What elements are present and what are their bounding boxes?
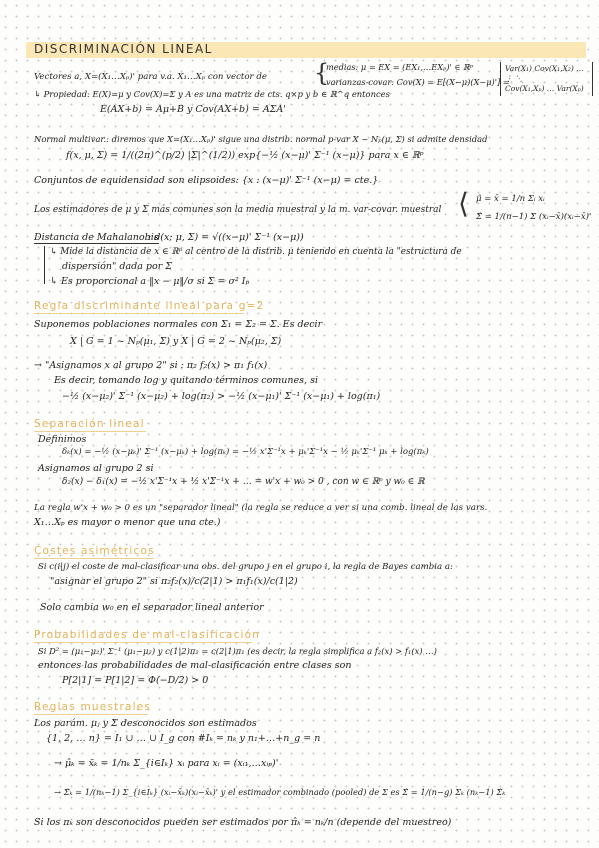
probabilidades-line-3: P[2|1] = P[1|2] = Φ(−D/2) > 0 — [62, 675, 209, 686]
distancia-heading: Distancia de Mahalanobis — [34, 232, 159, 243]
section-heading-separacion: Separación lineal — [34, 418, 145, 430]
estimador-sigma: Σ̂ = 1/(n−1) Σ (xᵢ−x̄)(xᵢ−x̄)' — [476, 212, 592, 222]
varianzas-line: varianzas-covar: Cov(X) = E[(X−μ)(X−μ)'] = — [326, 77, 510, 87]
separacion-line-2: δₖ(x) = −½ (x−μₖ)' Σ⁻¹ (x−μₖ) + log(πₖ) = −½ x'Σ⁻¹x + μₖ'Σ⁻¹x − ½ μₖ'Σ⁻¹ μₖ + log(πₖ) — [62, 447, 429, 457]
regla-line-5: −½ (x−μ₂)' Σ⁻¹ (x−μ₂) + log(π₂) > −½ (x−μ₁)' Σ⁻¹ (x−μ₁) + log(π₁) — [62, 391, 381, 402]
regla-line-2: X | G = 1 ~ Nₚ(μ₁, Σ) y X | G = 2 ~ Nₚ(μ₂, Σ) — [70, 336, 282, 347]
muestrales-line-2: {1, 2, … n} = I₁ ∪ … ∪ I_g con #Iₖ = nₖ y n₁+…+n_g = n — [46, 733, 321, 744]
mide-line: ↳ Mide la distancia de x ∈ ℝᵖ al centro de la distrib. μ teniendo en cuenta la "estructura de — [50, 247, 462, 257]
regla-line-4: Es decir, tomando log y quitando términos comunes, si — [54, 375, 318, 386]
normal-line: Normal multivar.: diremos que X=(X₁…Xₚ)' sigue una distrib. normal p-var X ~ Nₚ(μ, Σ) si admite densidad — [34, 134, 488, 144]
separacion-line-4: δ₂(x) − δ₁(x) = −½ x'Σ⁻¹x + ½ x'Σ⁻¹x + … = w'x + w₀ > 0 , con w ∈ ℝᵖ y w₀ ∈ ℝ — [62, 477, 425, 487]
propiedad-formula: E(AX+b) = Aμ+B y Cov(AX+b) = AΣA' — [100, 104, 286, 115]
covariance-matrix — [500, 62, 593, 96]
section-heading-probabilidades: Probabilidades de mal-clasificación — [34, 629, 261, 641]
muestrales-line-5: Si los πₖ son desconocidos pueden ser estimados por π̂ₖ = nₖ/n (depende del muestreo) — [34, 817, 452, 828]
conjuntos-line: Conjuntos de equidensidad son elipsoides: {x : (x−μ)' Σ⁻¹ (x−μ) = cte.} — [34, 175, 379, 186]
separacion-line-5: La regla w'x + w₀ > 0 es un "separador lineal" (la regla se reduce a ver si una comb. lineal de las vars. — [34, 503, 488, 513]
brace: ⟨ — [458, 187, 469, 220]
page-title: DISCRIMINACIÓN LINEAL — [34, 42, 213, 56]
medias-line: medias: μ = EX = (EX₁,…EXₚ)' ∈ ℝᵖ — [326, 62, 474, 72]
costes-line-2: "asignar el grupo 2" si π₂f₂(x)/c(2|1) > π₁f₁(x)/c(1|2) — [50, 576, 298, 587]
separacion-line-6: X₁…Xₚ es mayor o menor que una cte.) — [34, 517, 221, 528]
distancia-formula: : d(x; μ, Σ) = √((x−μ)' Σ⁻¹ (x−μ)) — [148, 232, 304, 243]
separacion-line-1: Definimos — [38, 434, 87, 445]
estimadores-line: Los estimadores de μ y Σ más comunes son la media muestral y la m. var-covar. muestral — [34, 205, 442, 215]
heading-underline — [34, 431, 146, 432]
heading-underline — [34, 714, 148, 715]
separacion-line-3: Asignamos al grupo 2 si — [38, 463, 154, 474]
mide-line-2: dispersión" dada por Σ — [62, 261, 172, 272]
costes-line-1: Si c(i|j) el coste de mal-clasificar una obs. del grupo j en el grupo i, la regla de Bayes cambia a: — [38, 562, 453, 572]
heading-underline — [34, 313, 244, 314]
propiedad-line: ↳ Propiedad: E(X)=μ y Cov(X)=Σ y A es una matriz de cts. q×p y b ∈ ℝ^q entonces — [34, 89, 390, 99]
probabilidades-line-2: entonces las probabilidades de mal-clasificación entre clases son — [38, 660, 352, 671]
section-heading-muestrales: Reglas muestrales — [34, 701, 152, 713]
proporcional-line: ↳ Es proporcional a ‖x − μ‖/σ si Σ = σ² Iₚ — [50, 276, 250, 287]
regla-line-1: Suponemos poblaciones normales con Σ₁ = Σ₂ = Σ. Es decir — [34, 319, 323, 330]
brace: { — [314, 59, 330, 87]
muestrales-line-3: → μ̂ₖ = x̄ₖ = 1/nₖ Σ_{i∈Iₖ} xᵢ para xᵢ = (xᵢ₁,…xᵢₚ)' — [54, 758, 279, 769]
muestrales-line-4: → Σ̂ₖ = 1/(nₖ−1) Σ_{i∈Iₖ} (xᵢ−x̄ₖ)(xᵢ−x̄ₖ)' y el estimador combinado (pooled) de Σ es Σ̂ = 1/(n−g) Σₖ (nₖ−1) Σ̂ₖ — [54, 787, 506, 797]
probabilidades-line-1: Si D² = (μ₁−μ₂)' Σ⁻¹ (μ₁−μ₂) y c(1|2)π₂ = c(2|1)π₁ (es decir, la regla simplifica a f₂(x) > f₁(x) …) — [38, 646, 437, 656]
regla-line-3: → "Asignamos x al grupo 2" si : π₂ f₂(x) > π₁ f₁(x) — [34, 360, 268, 371]
section-heading-regla: Regla discriminante lineal para g=2 — [34, 300, 265, 312]
bracket-line — [44, 246, 45, 284]
heading-underline — [34, 642, 252, 643]
estimador-mu: μ̂ = x̄ = 1/n Σᵢ xᵢ — [476, 194, 545, 204]
densidad-formula: f(x, μ, Σ) = 1/((2π)^(p/2) |Σ|^(1/2)) exp{−½ (x−μ)' Σ⁻¹ (x−μ)} para x ∈ ℝᵖ — [66, 150, 424, 161]
vectores-line: Vectores a, X=(X₁…Xₚ)' para v.a. X₁…Xₚ con vector de — [34, 72, 267, 82]
matrix-row: Cov(X₁,Xₚ) … Var(Xₚ) — [505, 84, 584, 93]
matrix-row: ⋮ ⋱ — [505, 74, 523, 83]
heading-underline — [34, 558, 154, 559]
costes-line-3: Solo cambia w₀ en el separador lineal anterior — [40, 602, 264, 613]
section-heading-costes: Costes asimétricos — [34, 545, 155, 557]
muestrales-line-1: Los parám. μⱼ y Σ desconocidos son estimados — [34, 718, 257, 729]
matrix-row: Var(X₁) Cov(X₁,X₂) … — [505, 64, 584, 73]
